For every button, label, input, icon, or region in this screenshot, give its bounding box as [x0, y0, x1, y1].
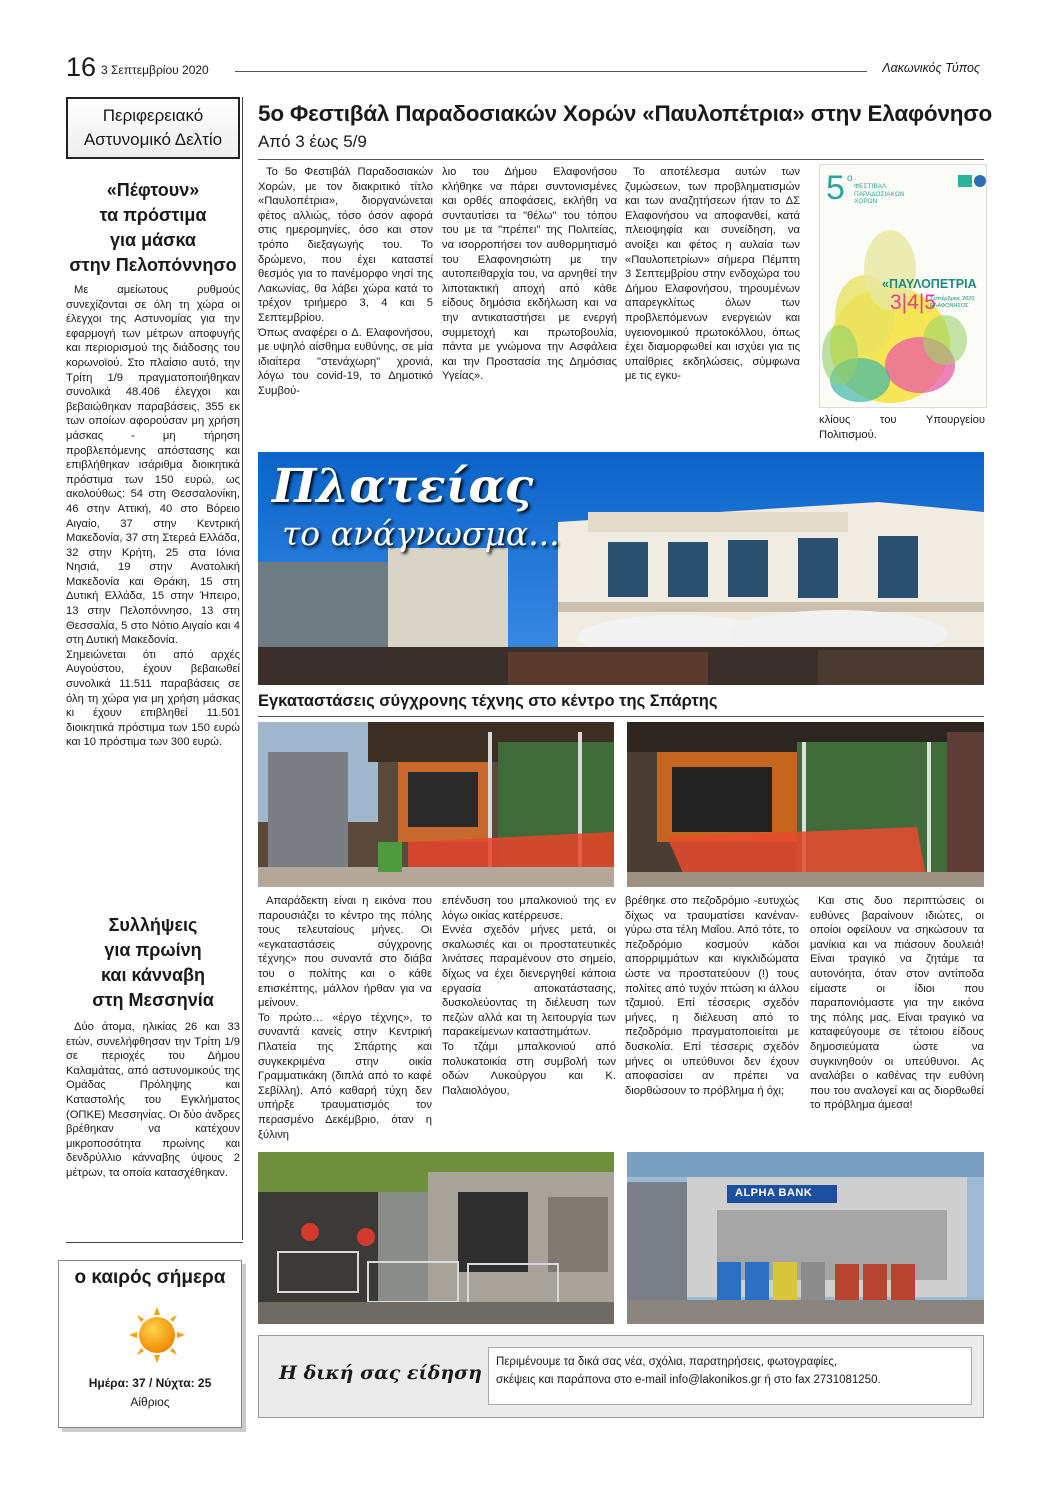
festival-poster	[819, 164, 987, 408]
festival-column-2: λιο του Δήμου Ελαφονήσου κλήθηκε να πάρει συντονισμένες και ορθές αποφάσεις, εκλήθη να συνταυτίσει τα "θέλω" του τόπου του με τα "πρέπει" της Πολιτείας, να ισορροπήσει τον αυθορμητισμό του Ελαφονησιώτη με την αυτοπειθαρχία του, να αρνηθεί την λιποτακτική αποχή από κάθε είδους δημόσια εκδήλωση και να την αντικαταστήσει με ενεργή συμμετοχή και πρωτοβουλία, πάντα με γνώμονα την Ασφάλεια και την Προστασία της Δημόσιας Υγείας».	[442, 166, 617, 383]
poster-place-text: ΕΛΑΦΟΝΗΣΟΣ	[930, 303, 969, 309]
festival-column-3: Το αποτέλεσμα αυτών των ζυμώσεων, των προβληματισμών και των αναζητήσεων ήταν το ΔΣ Ελαφονήσου να αποφανθεί, κατά πλειοψηφία και συνείδηση, να ανοίξει και φέτος η αυλαία των «Παυλοπετρίων» σήμερα Πέμπτη 3 Σεπτεμβρίου στην ενδοχώρα του Δήμου Ελαφονήσου, τηρουμένων απαρεγκλίτως όλων των προβλεπόμενων ενεργειών και υγειονομικού πρωτοκόλλου, όπως έχει διαμορφωθεί και ισχύει για τις υπαίθριες εκδηλώσεις, σύμφωνα με τις εγκυ-	[625, 166, 800, 383]
your-news-line-1: Περιμένουμε τα δικά σας νέα, σχόλια, παρατηρήσεις, φωτογραφίες,	[496, 1356, 838, 1368]
platias-banner	[258, 452, 984, 685]
sun-icon	[129, 1307, 185, 1363]
weather-temperatures: Ημέρα: 37 / Νύχτα: 25	[88, 1376, 212, 1390]
arrests-headline: Συλλήψεις για πρωίνη και κάνναβη στη Μεσσηνία	[92, 915, 214, 1010]
poster-month-text: Σεπτέμβριος 2020	[930, 296, 975, 302]
issue-date: 3 Σεπτεμβρίου 2020	[101, 63, 209, 77]
barrier-photo-1-image	[258, 1152, 614, 1324]
poster-dates: 3|4|5	[890, 291, 936, 314]
mask-fines-body: Με αμείωτους ρυθμούς συνεχίζονται σε όλη τη χώρα οι έλεγχοι της Αστυνομίας για την εφαρμογή των μέτρων αποφυγής και περιορισμού της διάδοσης του κορωνοϊού. Στο πλαίσιο αυτό, την Τρίτη 1/9 πραγματοποιήθηκαν συνολικά 48.406 έλεγχοι και βεβαιώθηκαν παραβάσεις, 355 εκ των οποίων αφορούσαν μη χρήση μάσκας - μη τήρηση προβλεπόμενης απόστασης και επιβλήθηκαν ισάριθμα διοικητικά πρόστιμα των 150 ευρώ, ως ακολούθως: 54 στη Θεσσαλονίκη, 46 στην Αττική, 40 στο Βόρειο Αιγαίο, 37 στην Κεντρική Μακεδονία, 37 στη Στερεά Ελλάδα, 32 στην Κρήτη, 25 στα Ιόνια Νησιά, 19 στην Ανατολική Μακεδονία και Θράκη, 15 στη Δυτική Ελλάδα, 15 στην Ήπειρο, 13 στην Πελοπόννησο, 13 στη Θεσσαλία, 5 στο Νότιο Αιγαίο και 4 στη Δυτική Μακεδονία. Σημειώνεται ότι από αρχές Αυγούστου, έχουν βεβαιωθεί συνολικά 11.511 παραβάσεις σε όλη τη χώρα για μη χρήση μάσκας κι έχουν επιβληθεί 11.501 διοικητικά πρόστιμα των 150 ευρώ και 10 πρόστιμα των 300 ευρώ.	[66, 284, 240, 749]
alpha-bank-photo	[627, 1152, 984, 1324]
poster-month	[930, 296, 984, 310]
sparta-headline-rule	[258, 716, 984, 717]
page-number: 16	[66, 52, 97, 82]
left-column-bottom-rule	[66, 1242, 243, 1243]
police-bulletin-rubric: Περιφερειακό Αστυνομικό Δελτίο	[66, 97, 240, 159]
poster-line-1: ΦΕΣΤΙΒΑΛ	[854, 183, 887, 190]
left-column-divider	[242, 97, 243, 1240]
banner-title: Πλατείας	[272, 459, 534, 514]
newspaper-name: Λακωνικός Τύπος	[882, 61, 980, 75]
weather-condition: Αίθριος	[130, 1395, 170, 1409]
festival-column-4: κλίους του Υπουργείου Πολιτισμού.	[819, 414, 985, 441]
header-rule	[235, 71, 867, 72]
poster-line-2: ΠΑΡΑΔΟΣΙΑΚΩΝ	[854, 190, 905, 198]
your-news-box	[258, 1335, 984, 1418]
arrests-body: Δύο άτομα, ηλικίας 26 και 33 ετών, συνελήφθησαν την Τρίτη 1/9 σε περιοχές του Δήμου Καλαμάτας, από αστυνομικούς της Ομάδας Πρόληψης και Καταστολής του Εγκλήματος (ΟΠΚΕ) Μεσσηνίας. Οι δύο άνδρες βρέθηκαν να κατέχουν μικροποσότητα πρωίνης και δενδρύλλιο κάνναβης ύψους 2 μέτρων, τα οποία κατασχέθηκαν.	[66, 1021, 240, 1179]
scaffold-photo-1	[258, 722, 614, 887]
festival-subheadline: Από 3 έως 5/9	[258, 132, 367, 151]
scaffold-photo-1-image	[258, 722, 614, 887]
poster-line-3: ΧΟΡΩΝ	[854, 198, 878, 205]
mask-fines-headline: «Πέφτουν» τα πρόστιμα για μάσκα στην Πελοπόννησο	[69, 180, 237, 275]
poster-edition-number: 5	[826, 169, 845, 207]
bank-sign: ALPHA BANK	[735, 1187, 813, 1199]
scaffold-photo-2-image	[627, 722, 984, 887]
barrier-photo-1	[258, 1152, 614, 1324]
scaffold-photo-2	[627, 722, 984, 887]
poster-festival-name: «ΠΑΥΛΟΠΕΤΡΙΑ	[882, 277, 977, 291]
your-news-text	[488, 1347, 972, 1405]
sparta-column-4: Και στις δυο περιπτώσεις οι ευθύνες βαραίνουν ιδιώτες, οι οποίοι οφείλουν να σηκώσουν τα μανίκια και να πιάσουν δουλειά! Είναι τραγικό να ζητάμε τα αυτονόητα, όταν στον αντίποδα είμαστε οι ίδιοι που παραπονιόμαστε για την εικόνα της πόλης μας. Είναι τραγικό να καταφεύγουμε σε τέτοιου είδους δημοσιεύματα ώστε να συγκινηθούν οι υπεύθυνοι. Ας αναλάβει ο καθένας την ευθύνη που του αναλογεί και ας διορθωθεί το πρόβλημα άμεσα!	[810, 895, 984, 1112]
your-news-line-2: σκέψεις και παράπονα στο e-mail info@lakonikos.gr ή στο fax 2731081250.	[496, 1374, 881, 1386]
poster-edition-suffix: ο	[847, 173, 853, 184]
sparta-column-1: Απαράδεκτη είναι η εικόνα που παρουσιάζει το κέντρο της πόλης τους τελευταίους μήνες. Οι «εγκαταστάσεις σύγχρονης τέχνης» που συναντά στο διάβα του ο πολίτης και ο κάθε επισκέπτης, μάλλον ήρθαν για να μείνουν. Το πρώτο… «έργο τέχνης», το συναντά κανείς στην Κεντρική Πλατεία της Σπάρτης και συγκεκριμένα στην οικία Γραμματικάκη (διπλά από το καφέ Σεβίλλη). Από καθαρή τύχη δεν υπήρξε τραυματισμός τον περασμένο Δεκέμβριο, όταν η ξύλινη	[258, 895, 432, 1141]
alpha-bank-photo-image	[627, 1152, 984, 1324]
weather-title: ο καιρός σήμερα	[74, 1267, 226, 1288]
sparta-column-3: βρέθηκε στο πεζοδρόμιο -ευτυχώς δίχως να τραυματίσει κανέναν- γύρω στα τέλη Μαΐου. Από τότε, το πεζοδρόμιο κοσμούν κάδοι απορριμμάτων και κιγκλιδώματα ώστε να προστατεύουν (!) τους πολίτες από τυχόν πτώση κι άλλου τζαμιού. Επί τέσσερις σχεδόν μήνες, η διέλευση από το πεζοδρόμιο πραγματοποιείται με δυσκολία. Επί τέσσερις σχεδόν μήνες οι υπεύθυνοι δεν έχουν αποφασίσει αν πρέπει να διορθώσουν το πρόβλημα ή όχι;	[625, 895, 799, 1097]
weather-box	[58, 1260, 242, 1428]
festival-rule	[258, 159, 984, 160]
festival-headline: 5ο Φεστιβάλ Παραδοσιακών Χορών «Παυλοπέτρια» στην Ελαφόνησο	[258, 101, 993, 126]
banner-subtitle: το ανάγνωσμα...	[282, 514, 560, 553]
sparta-installations-headline: Εγκαταστάσεις σύγχρονης τέχνης στο κέντρο της Σπάρτης	[258, 692, 718, 710]
festival-column-1: Το 5ο Φεστιβάλ Παραδοσιακών Χορών, με τον διακριτικό τίτλο «Παυλοπέτρια», διοργανώνεται φέτος αλλιώς, τόσο όσον αφορά στις ημερομηνίες, όσο και στον τρόπο διεξαγωγής του. Το δρώμενο, που έχει καταστεί θεσμός για το πανέμορφο νησί της Λακωνίας, θα λάβει χώρα κατά το τρέχον τριήμερο 3, 4 και 5 Σεπτεμβρίου. Όπως αναφέρει ο Δ. Ελαφονήσου, με υψηλό αίσθημα ευθύνης, σε μία ιδιαίτερα "στενάχωρη" χρονιά, λόγω του covid-19, το Δημοτικό Συμβού-	[258, 166, 433, 397]
poster-subtitle	[854, 183, 905, 206]
sparta-column-2: επένδυση του μπαλκονιού της εν λόγω οικίας κατέρρευσε. Εννέα σχεδόν μήνες μετά, οι σκαλωσιές και οι προστατευτικές λινάτσες παραμένουν στο σημείο, δίχως να έχει διενεργηθεί κάποια εργασία αποκατάστασης, δυσκολεύοντας τη διέλευση των πεζών αλλά και τη λειτουργία των παρακείμενων καταστημάτων. Το τζάμι μπαλκονιού από πολυκατοικία στη συμβολή των οδών Λυκούργου και Κ. Παλαιολόγου,	[442, 895, 616, 1097]
your-news-title: Η δική σας είδηση	[279, 1362, 482, 1384]
